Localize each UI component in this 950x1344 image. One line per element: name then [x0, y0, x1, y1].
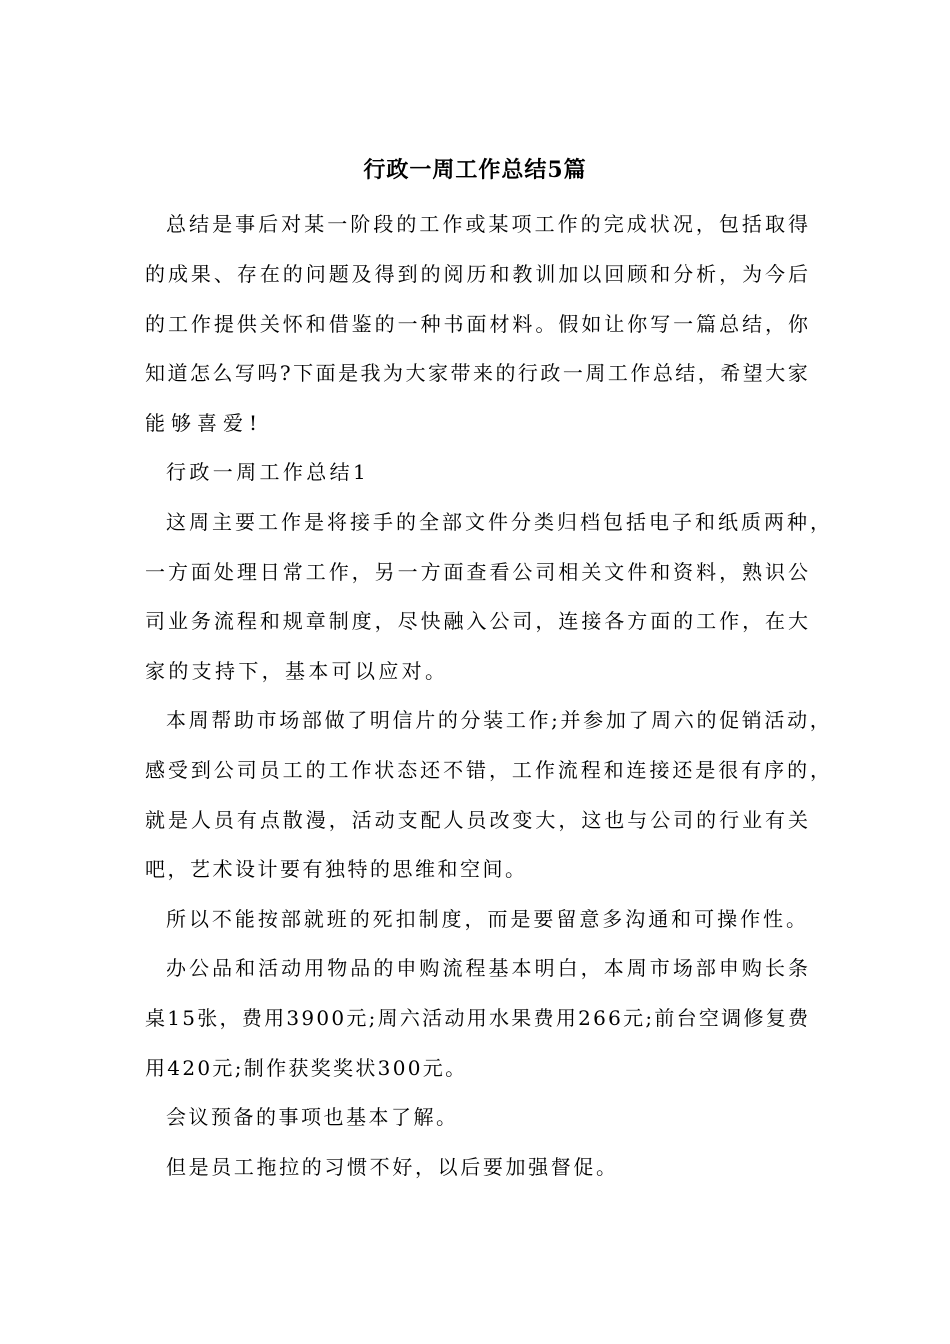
paragraph-line: 的成果、存在的问题及得到的阅历和教训加以回顾和分析，为今后: [145, 262, 811, 286]
paragraph-line: 知道怎么写吗?下面是我为大家带来的行政一周工作总结，希望大家: [145, 361, 811, 385]
paragraph-line: 家的支持下，基本可以应对。: [145, 659, 449, 683]
paragraph-line: 能够喜爱!: [145, 411, 264, 435]
paragraph-line: 就是人员有点散漫，活动支配人员改变大，这也与公司的行业有关: [145, 808, 811, 832]
paragraph-line: 这周主要工作是将接手的全部文件分类归档包括电子和纸质两种，: [166, 510, 833, 534]
paragraph-line: 但是员工拖拉的习惯不好，以后要加强督促。: [166, 1155, 619, 1179]
paragraph-line: 会议预备的事项也基本了解。: [166, 1105, 459, 1129]
paragraph-line: 司业务流程和规章制度，尽快融入公司，连接各方面的工作，在大: [145, 609, 811, 633]
paragraph-line: 一方面处理日常工作，另一方面查看公司相关文件和资料，熟识公: [145, 560, 811, 584]
paragraph-line: 用420元;制作获奖奖状300元。: [145, 1056, 468, 1080]
paragraph-line: 的工作提供关怀和借鉴的一种书面材料。假如让你写一篇总结，你: [145, 312, 811, 336]
document-title: 行政一周工作总结5篇: [363, 157, 587, 183]
paragraph-line: 吧，艺术设计要有独特的思维和空间。: [145, 857, 528, 881]
paragraph-line: 所以不能按部就班的死扣制度，而是要留意多沟通和可操作性。: [166, 907, 809, 931]
paragraph-line: 总结是事后对某一阶段的工作或某项工作的完成状况，包括取得: [166, 212, 812, 236]
paragraph-line: 桌15张，费用3900元;周六活动用水果费用266元;前台空调修复费: [145, 1006, 811, 1030]
paragraph-line: 感受到公司员工的工作状态还不错，工作流程和连接还是很有序的，: [145, 758, 833, 782]
paragraph-line: 本周帮助市场部做了明信片的分装工作;并参加了周六的促销活动，: [166, 708, 833, 732]
section-heading: 行政一周工作总结1: [166, 460, 370, 484]
paragraph-line: 办公品和活动用物品的申购流程基本明白，本周市场部申购长条: [166, 956, 812, 980]
